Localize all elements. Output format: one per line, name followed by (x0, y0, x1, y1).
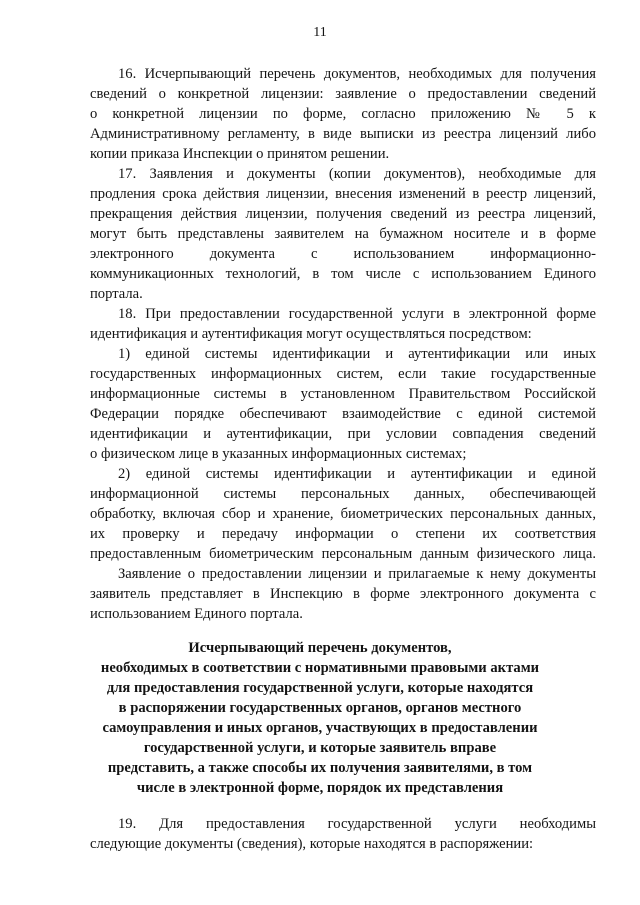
text-line: прекращения действия лицензии, получения сведений из реестра лицензий, (90, 206, 596, 222)
text-line: информационной системы персональных данных, обеспечивающей (90, 486, 596, 502)
section-heading-line: представить, а также способы их получения заявителями, в том (107, 760, 533, 776)
text-line: следующие документы (сведения), которые находятся в распоряжении: (90, 836, 534, 852)
text-line: 1) единой системы идентификации и аутентификации или иных (118, 346, 596, 362)
text-line: предоставленным биометрическим персональным данным физического лица. (90, 546, 596, 562)
text-line: идентификация и аутентификация могут осуществляться посредством: (90, 326, 532, 342)
section-heading-line: самоуправления и иных органов, участвующих в предоставлении (102, 720, 538, 736)
text-line: 18. При предоставлении государственной услуги в электронной форме (118, 306, 596, 322)
section-heading-line: числе в электронной форме, порядок их представления (136, 780, 504, 796)
text-line: государственных информационных систем, если такие государственные (90, 366, 596, 382)
text-line: 16. Исчерпывающий перечень документов, необходимых для получения (118, 66, 596, 82)
section-heading-line: государственной услуги, и которые заявитель вправе (143, 740, 497, 756)
text-line: портала. (90, 286, 143, 302)
text-line: Федерации порядке обеспечивают взаимодействие с единой системой (90, 406, 596, 422)
text-line: 19. Для предоставления государственной услуги необходимы (118, 816, 596, 832)
text-line: о физическом лице в указанных информационных системах; (90, 446, 467, 462)
text-line: 17. Заявления и документы (копии документов), необходимые для (118, 166, 596, 182)
text-line: Административному регламенту, в виде выписки из реестра лицензий либо (90, 126, 596, 142)
text-line: Заявление о предоставлении лицензии и прилагаемые к нему документы (118, 566, 596, 582)
text-line: использованием Единого портала. (90, 606, 303, 622)
text-line: могут быть представлены заявителем на бумажном носителе и в форме (90, 226, 596, 242)
page-number: 11 (313, 25, 327, 40)
section-heading-line: в распоряжении государственных органов, органов местного (118, 700, 522, 716)
text-line: их проверку и передачу информации о степени их соответствия (90, 526, 596, 542)
text-line: копии приказа Инспекции о принятом решении. (90, 146, 390, 162)
text-line: информационные системы в установленном Правительством Российской (90, 386, 596, 402)
text-line: электронного документа с использованием информационно- (90, 246, 596, 262)
section-heading-line: необходимых в соответствии с нормативными правовыми актами (100, 660, 540, 676)
text-line: о конкретной лицензии по форме, согласно приложению № 5 к (90, 106, 596, 122)
text-line: продления срока действия лицензии, внесения изменений в реестр лицензий, (90, 186, 596, 202)
section-heading-line: Исчерпывающий перечень документов, (188, 640, 452, 656)
text-line: сведений о конкретной лицензии: заявление о предоставлении сведений (90, 86, 596, 102)
text-line: обработку, включая сбор и хранение, биометрических персональных данных, (90, 506, 596, 522)
text-line: заявитель представляет в Инспекцию в форме электронного документа с (90, 586, 596, 602)
text-line: коммуникационных технологий, в том числе с использованием Единого (90, 266, 596, 282)
section-heading-line: для предоставления государственной услуги, которые находятся (106, 680, 534, 696)
text-line: идентификации и аутентификации, при условии совпадения сведений (90, 426, 596, 442)
text-line: 2) единой системы идентификации и аутентификации и единой (118, 466, 596, 482)
